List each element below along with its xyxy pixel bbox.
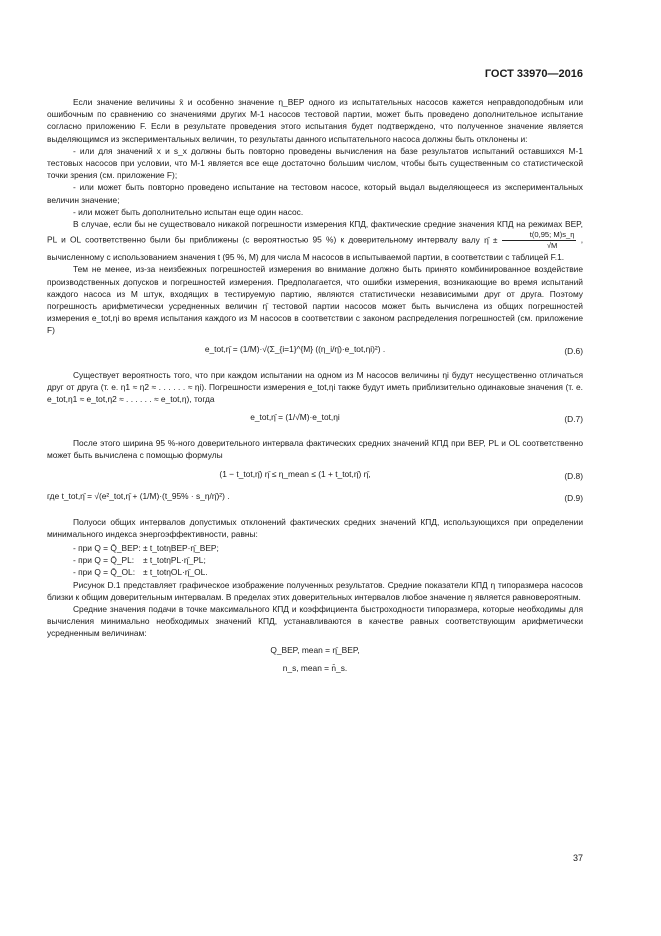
equation-d7-label: (D.7) (564, 414, 583, 425)
paragraph-outlier: Если значение величины x̄ и особенно значение η_BEP одного из испытательных насосов кажется неправдоподобным или ошибочным по сравнению со значениями других M-1 насосов тестовой партии, может быть проведено дополнительное испытание согласно приложению F. Если в результате проведения этого испытания будет подтверждено, что полученное значение является выделяющимся из экспериментальных величин, то результаты данного испытательного насоса должны быть отклонены и: (47, 97, 583, 144)
standard-header: ГОСТ 33970—2016 (484, 68, 583, 80)
page-body (47, 96, 583, 674)
paragraph-half-axes: Полуоси общих интервалов допустимых отклонений фактических средних значений КПД, использующихся при определении минимального индекса энергоэффективности, равны: (47, 516, 583, 539)
paragraph-measurement-errors: Тем не менее, из-за неизбежных погрешностей измерения во внимание должно быть принято комбинированное воздействие производственных допусков и погрешностей измерения. Предполагается, что ошибки измерения, возникающие во время испытаний каждого насоса из M штук, входящих в тестируемую партию, являются статистически независимыми друг от друга. Поэтому погрешность арифметически усредненных величин η̄ тестовой партии насосов может быть вычислена из общих погрешностей измерения e_tot,ηi во время испытания каждого из M насосов в соответствии с законом распределения погрешностей (см. приложение F) (47, 264, 583, 336)
range-row-ol (73, 566, 583, 578)
range-row-pl (73, 554, 583, 566)
interval-fraction (502, 230, 577, 251)
interval-prefix: валу η̄ ± (461, 234, 498, 245)
range-row-bep (73, 542, 583, 554)
equation-d9-text: t_tot,η̄ = √(e²_tot,η̄ + (1/M)·(t_95% · s_η/η̄)²) . (61, 490, 230, 501)
range-val: ± t_totηOL·η̄_OL. (143, 567, 208, 578)
page-number: 37 (572, 853, 583, 863)
interval-formula (461, 230, 581, 251)
interval-text-a: В случае, если бы не существовало никакой погрешности измерения КПД, фактические средние значения КПД на режимах BEP, PL и OL соответственно были бы приближены (с вероятностью 95 %) к доверительному интервалу (47, 219, 583, 245)
equation-d6-formula: e_tot,η̄ = (1/M)·√(Σ_{i=1}^{M} ((η_i/η̄)·e_tot,ηi)²) . (204, 343, 386, 354)
interval-numerator: t(0,95; M)s_η (502, 230, 577, 241)
ranges-list (73, 542, 583, 579)
bullet-retest: - или может быть повторно проведено испытание на тестовом насосе, который выдал выделяющееся из экспериментальных величин значение; (47, 182, 583, 205)
equation-d9-prefix: где (47, 490, 60, 501)
equation-d8-formula: (1 − t_tot,η̄) η̄ ≤ η_mean ≤ (1 + t_tot,η̄) η̄, (219, 468, 371, 479)
equation-d9-formula (47, 490, 543, 502)
range-cond: - при Q = Q̄_BEP: (73, 543, 141, 554)
equation-d7 (47, 405, 583, 437)
paragraph-probability: Существует вероятность того, что при каждом испытании на одном из M насосов величины ηi будут несущественно отличаться друг от друга (т. е. η1 ≈ η2 ≈ . . . . . . ≈ ηi). Погрешности измерения e_tot,ηi также будут иметь приблизительно одинаковые значения (т. е. e_tot,η1 ≈ e_tot,η2 ≈ . . . . . . ≈ e_tot,η), тогда (47, 369, 583, 405)
final-equations (47, 644, 583, 674)
paragraph-confidence-width: После этого ширина 95 %-ного доверительного интервала фактических средних значений КПД при BEP, PL и OL соответственно может быть вычислена с помощью формулы (47, 438, 583, 461)
paragraph-figure-d1: Рисунок D.1 представляет графическое изображение полученных результатов. Средние показатели КПД η типоразмера насосов близки к общим доверительным интервалам. В пределах этих доверительных интервалов любое значение η является равновероятным. (47, 579, 583, 602)
range-val: ± t_totηPL·η̄_PL; (143, 555, 206, 566)
equation-d8-label: (D.8) (564, 470, 583, 481)
equation-d9-label: (D.9) (564, 492, 583, 503)
paragraph-interval (47, 218, 583, 263)
paragraph-mean-values: Средние значения подачи в точке максимального КПД и коэффициента быстроходности типоразмера, которые необходимы для вычисления минимально необходимых значений КПД, устанавливаются в качестве равных соответствующим арифметически усредненным величинам: (47, 604, 583, 639)
range-cond: - при Q = Q̄_OL: (73, 567, 136, 578)
bullet-extra-pump: - или может быть дополнительно испытан еще один насос. (73, 206, 304, 217)
equation-d8 (47, 462, 583, 484)
equation-d6-label: (D.6) (564, 345, 583, 356)
equation-d7-formula: e_tot,η̄ = (1/√M)·e_tot,ηi (250, 412, 340, 423)
range-cond: - при Q = Q̄_PL: (73, 555, 135, 566)
interval-text-b: , вычисленному с использованием значения t (95 %, M) для числа M насосов в испытываемой партии, в соответствии с таблицей F.1. (47, 234, 584, 263)
bullet-recalculate: - или для значений x и s_x должны быть повторно проведены вычисления на базе результатов испытаний оставшихся M-1 тестовых насосов при условии, что M-1 является все еще достаточно большим числом, чтобы быть существенным со статистической точки зрения (см. приложение F); (47, 145, 583, 181)
equation-d9 (47, 484, 583, 516)
equation-n-mean: n_s, mean = n̄_s. (282, 662, 348, 673)
range-val: ± t_totηBEP·η̄_BEP; (143, 543, 219, 554)
equation-d6 (47, 337, 583, 369)
interval-denominator: √M (546, 241, 558, 251)
equation-q-mean: Q_BEP, mean = η̄_BEP, (270, 644, 360, 655)
